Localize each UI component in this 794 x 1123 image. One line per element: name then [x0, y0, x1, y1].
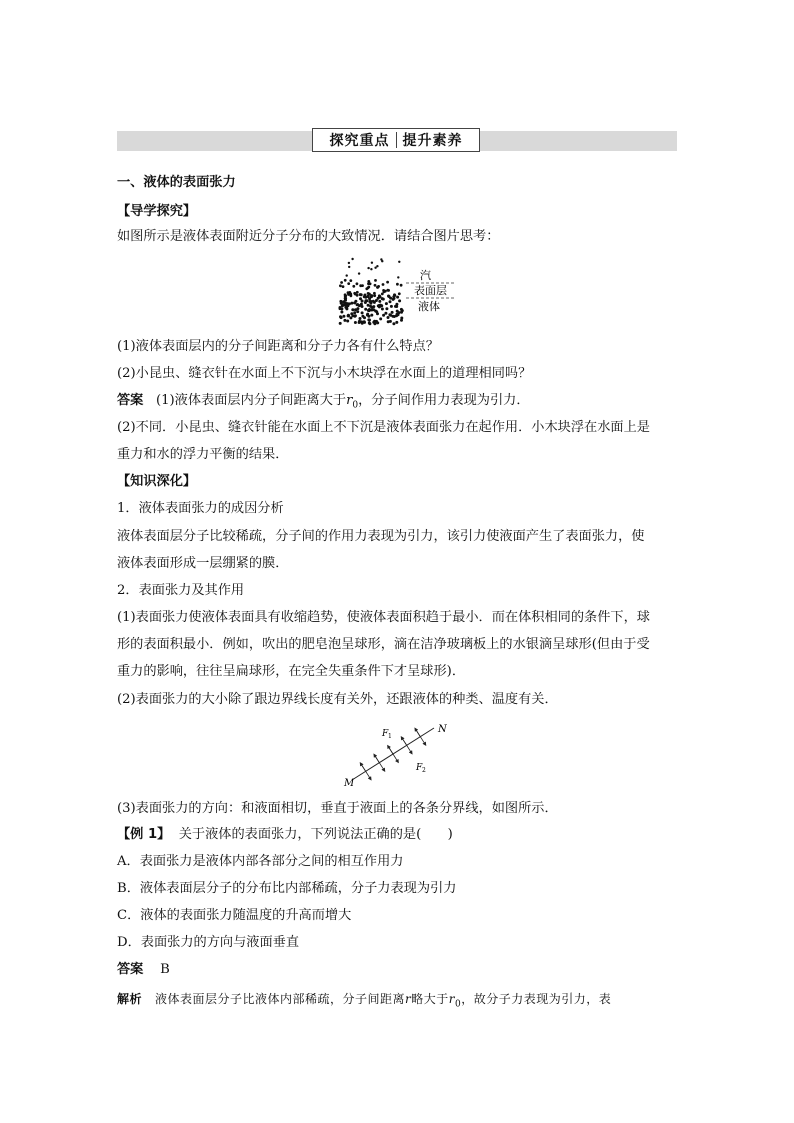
knowledge-1-line-2: 液体表面形成一层绷紧的膜．	[117, 556, 289, 571]
molecule-dot	[340, 307, 343, 310]
molecule-dot	[374, 267, 376, 269]
molecule-dot	[354, 300, 357, 303]
molecule-dot	[394, 305, 397, 308]
section-title: 一、液体的表面张力	[117, 175, 236, 190]
knowledge-2-p2: (2)表面张力的大小除了跟边界线长度有关外，还跟液体的种类、温度有关．	[117, 692, 558, 707]
molecule-dot	[381, 308, 384, 311]
knowledge-1-line-1: 液体表面层分子比较稀疏，分子间的作用力表现为引力，该引力使液面产生了表面张力，使	[117, 529, 645, 544]
answer-example	[117, 961, 170, 979]
option-b: B．液体表面层分子的分布比内部稀疏，分子力表现为引力	[117, 881, 457, 896]
analysis-r0: r	[448, 992, 455, 1006]
label-f1: F	[382, 729, 389, 739]
option-d: D．表面张力的方向与液面垂直	[117, 935, 300, 950]
molecule-dot	[370, 314, 373, 317]
molecule-dot	[367, 309, 370, 312]
molecule-dot	[398, 299, 401, 302]
molecule-dot	[363, 295, 366, 298]
molecule-dot	[366, 314, 369, 317]
molecule-dot	[339, 300, 342, 303]
analysis-text: 液体表面层分子比液体内部稀疏，分子间距离	[154, 992, 405, 1006]
molecule-dot	[364, 308, 367, 311]
label-f2: F	[416, 763, 423, 773]
molecule-dot	[387, 320, 390, 323]
answer-1-tail: ，分子间作用力表现为引力．	[358, 393, 530, 408]
molecule-dot	[385, 302, 388, 305]
molecule-dot	[392, 322, 395, 325]
analysis-mid: 略大于	[411, 992, 449, 1006]
label-n: N	[438, 724, 447, 735]
knowledge-2-p1-line-1: (1)表面张力使液体表面具有收缩趋势，使液体表面积趋于最小．而在体积相同的条件下，球	[117, 610, 650, 625]
molecule-dot	[371, 306, 374, 309]
molecule-dot	[384, 290, 387, 293]
molecule-distribution-figure	[336, 256, 462, 326]
intro-text: 如图所示是液体表面附近分子分布的大致情况．请结合图片思考：	[117, 229, 500, 244]
section-banner-title	[312, 128, 480, 152]
molecule-dot	[339, 322, 342, 325]
molecule-dot	[351, 308, 354, 311]
molecule-dot	[398, 261, 400, 263]
molecule-dot	[382, 298, 385, 301]
molecule-dot	[370, 268, 372, 270]
molecule-dot	[344, 297, 347, 300]
molecule-dot	[395, 321, 398, 324]
analysis-r: r	[404, 992, 412, 1006]
molecule-dot	[358, 304, 361, 307]
force-arrow	[375, 755, 380, 763]
option-c: C．液体的表面张力随温度的升高而增大	[117, 908, 352, 923]
molecule-dot	[376, 286, 379, 289]
molecule-dot	[381, 293, 384, 296]
molecule-dot	[346, 274, 348, 276]
molecule-dot	[371, 262, 373, 264]
answer-1	[117, 392, 530, 415]
label-liquid: 液体	[418, 300, 440, 313]
force-arrow	[416, 729, 421, 737]
example-1	[117, 826, 453, 844]
r-subscript: 0	[352, 400, 359, 411]
molecule-dot	[392, 298, 395, 301]
molecule-dot	[372, 321, 375, 324]
knowledge-1-title: 1．液体表面张力的成因分析	[117, 501, 284, 516]
molecule-dot	[368, 293, 371, 296]
molecule-dot	[347, 314, 350, 317]
molecule-dot	[377, 297, 380, 300]
molecule-dot	[368, 322, 371, 325]
molecule-dot	[368, 319, 371, 322]
analysis	[117, 990, 611, 1013]
banner-part2: 提升素养	[402, 133, 463, 149]
knowledge-2-p1-line-2: 形的表面积最小．例如，吹出的肥皂泡呈球形，滴在洁净玻璃板上的水银滴呈球形(但由于受	[117, 637, 650, 652]
answer-label-2: 答案	[117, 962, 144, 977]
r-symbol: r	[346, 393, 353, 408]
molecule-dot	[385, 307, 388, 310]
molecule-dot	[348, 262, 350, 264]
molecule-dot	[361, 322, 364, 325]
molecule-dot	[344, 306, 347, 309]
answer-value: B	[160, 962, 170, 977]
molecule-dot	[364, 301, 367, 304]
molecule-dot	[368, 300, 371, 303]
molecule-dot	[373, 294, 376, 297]
molecule-dot	[393, 315, 396, 318]
molecule-dot	[369, 282, 372, 285]
molecule-dot	[340, 311, 343, 314]
knowledge-label: 【知识深化】	[117, 474, 197, 489]
molecule-dot	[351, 258, 353, 260]
answer-2-line-1: (2)不同．小昆虫、缝衣针能在水面上不下沉是液体表面张力在起作用．小木块浮在水面上是	[117, 420, 650, 435]
molecule-dot	[367, 280, 370, 283]
example-label: 【例 1】	[117, 827, 171, 842]
molecule-dot	[381, 260, 383, 262]
molecule-dot	[339, 284, 342, 287]
molecule-dot	[379, 317, 382, 320]
molecule-dot	[363, 316, 366, 319]
molecule-dot	[367, 286, 370, 289]
molecule-dot	[396, 296, 399, 299]
question-1: (1)液体表面层内的分子间距离和分子力各有什么特点？	[117, 339, 439, 354]
analysis-tail: ，故分子力表现为引力，表	[461, 992, 612, 1006]
molecule-dot	[389, 300, 392, 303]
molecule-dot	[390, 305, 393, 308]
force-arrow	[388, 746, 393, 754]
guide-label: 【导学探究】	[117, 204, 197, 219]
molecule-dot	[387, 316, 390, 319]
force-arrow	[361, 764, 366, 772]
molecule-dot	[386, 281, 389, 284]
molecule-dot	[356, 294, 359, 297]
option-a: A．表面张力是液体内部各部分之间的相互作用力	[117, 854, 404, 869]
molecule-dot	[382, 283, 385, 286]
molecule-dot	[342, 300, 345, 303]
molecule-dot	[347, 293, 350, 296]
molecule-dot	[356, 291, 359, 294]
molecule-dot	[346, 320, 349, 323]
label-vapor: 汽	[420, 269, 431, 282]
molecule-dot	[397, 313, 400, 316]
molecule-dot	[396, 283, 399, 286]
knowledge-2-p3: (3)表面张力的方向：和液面相切，垂直于液面上的各条分界线，如图所示．	[117, 801, 558, 816]
surface-tension-direction-figure	[340, 718, 460, 788]
molecule-dot	[386, 289, 389, 292]
molecule-dot	[347, 282, 350, 285]
molecule-dot	[400, 317, 403, 320]
label-m: M	[344, 778, 355, 788]
molecule-dot	[361, 311, 364, 314]
knowledge-2-p1-line-3: 重力的影响，往往呈扁球形，在完全失重条件下才呈球形)．	[117, 664, 466, 679]
answer-1-text: (1)液体表面层内分子间距离大于	[155, 393, 347, 408]
molecule-dot	[359, 317, 362, 320]
molecule-dot	[388, 313, 391, 316]
molecule-dot	[359, 297, 362, 300]
molecule-dot	[400, 311, 403, 314]
analysis-r0-sub: 0	[455, 999, 462, 1010]
molecule-dot	[352, 285, 355, 288]
molecule-dot	[391, 311, 394, 314]
force-arrow	[402, 738, 407, 746]
molecule-dot	[343, 319, 346, 322]
molecule-dot	[340, 281, 343, 284]
analysis-label: 解析	[117, 992, 143, 1006]
molecule-dot	[358, 321, 361, 324]
molecule-dot	[392, 295, 395, 298]
molecule-dot	[374, 284, 377, 287]
molecule-dot	[346, 302, 349, 305]
molecule-dot	[372, 300, 375, 303]
molecule-dot	[370, 295, 373, 298]
molecule-dot	[374, 279, 377, 282]
molecule-dot	[353, 311, 356, 314]
molecule-dot	[400, 284, 403, 287]
molecule-dot	[353, 292, 356, 295]
molecule-dot	[378, 300, 381, 303]
molecule-dot	[354, 321, 357, 324]
molecule-dot	[367, 267, 369, 269]
label-surface-layer: 表面层	[414, 284, 447, 297]
molecule-dot	[354, 314, 357, 317]
molecule-dot	[388, 295, 391, 298]
molecule-dot	[398, 292, 401, 295]
answer-2-line-2: 重力和水的浮力平衡的结果．	[117, 447, 289, 462]
banner-part1: 探究重点	[329, 133, 390, 149]
question-2: (2)小昆虫、缝衣针在水面上不下沉与小木块浮在水面上的道理相同吗？	[117, 366, 532, 381]
label-f2-sub: 2	[422, 767, 426, 774]
molecule-dot	[342, 315, 345, 318]
molecule-dot	[342, 285, 345, 288]
molecule-dot	[375, 310, 378, 313]
molecule-dot	[354, 308, 357, 311]
molecule-dot	[349, 279, 352, 282]
molecule-dot	[375, 320, 378, 323]
molecule-dot	[382, 314, 385, 317]
answer-label: 答案	[117, 393, 144, 408]
molecule-dot	[379, 304, 382, 307]
molecule-dot	[359, 284, 362, 287]
molecule-dot	[400, 308, 403, 311]
example-question: 关于液体的表面张力，下列说法正确的是( )	[178, 827, 453, 842]
molecule-dot	[348, 266, 350, 268]
knowledge-2-title: 2．表面张力及其作用	[117, 583, 245, 598]
molecule-dot	[384, 312, 387, 315]
label-f1-sub: 1	[388, 733, 392, 740]
molecule-dot	[356, 282, 359, 285]
molecule-dot	[360, 293, 363, 296]
molecule-dot	[349, 316, 352, 319]
molecule-dot	[397, 276, 399, 278]
molecule-dot	[340, 316, 343, 319]
molecule-dot	[367, 304, 370, 307]
molecule-dot	[358, 272, 360, 274]
molecule-dot	[344, 279, 347, 282]
